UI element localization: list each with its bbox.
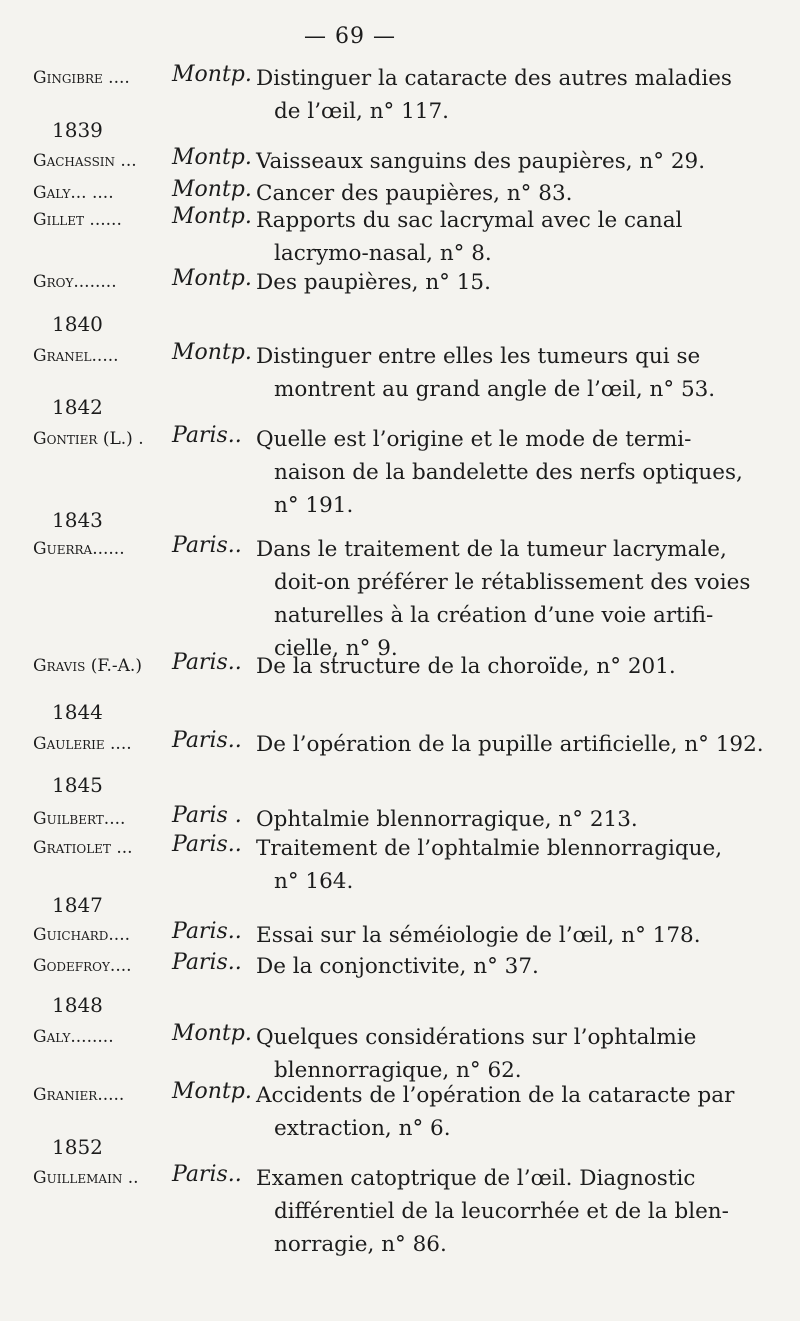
author-name: Gaulerie .... [33,734,132,754]
thesis-title-line: De la structure de la choroïde, n° 201. [256,654,676,679]
thesis-title-line: Vaisseaux sanguins des paupières, n° 29. [256,149,706,174]
thesis-title-line: norragie, n° 86. [274,1232,447,1257]
author-name: Gillet ...... [33,210,122,230]
thesis-title [256,266,676,299]
thesis-title [256,950,676,983]
thesis-title-line: naturelles à la création d’une voie artifi- [274,603,714,628]
thesis-title [256,832,723,898]
thesis-title-line: De l’opération de la pupille artificielle, n° 192. [256,732,764,757]
author-name: Groy........ [33,272,117,292]
faculty-city: Paris.. [172,533,242,558]
faculty-city: Montp. [172,266,252,291]
thesis-title-line: Accidents de l’opération de la cataracte par [256,1083,735,1108]
thesis-title [256,62,732,128]
author-name: Granier..... [33,1085,125,1105]
faculty-city: Montp. [172,145,252,170]
thesis-title-line: Dans le traitement de la tumeur lacrymale, [256,537,727,562]
thesis-title-line: extraction, n° 6. [274,1116,451,1141]
author-name: Galy... .... [33,183,114,203]
thesis-title [256,1162,729,1261]
author-name: Gravis (F.-A.) [33,656,142,676]
thesis-title-line: naison de la bandelette des nerfs optiques, [274,460,743,485]
thesis-title-line: Cancer des paupières, n° 83. [256,181,573,206]
faculty-city: Montp. [172,62,252,87]
author-name: Guillemain .. [33,1168,139,1188]
faculty-city: Montp. [172,204,252,229]
thesis-title-line: n° 191. [274,493,354,518]
year-heading: 1842 [52,395,103,419]
thesis-title-line: de l’œil, n° 117. [274,99,450,124]
thesis-title-line: Distinguer entre elles les tumeurs qui se [256,344,701,369]
author-name: Godefroy.... [33,956,132,976]
year-heading: 1848 [52,993,103,1017]
thesis-title-line: Quelle est l’origine et le mode de termi- [256,427,692,452]
author-name: Guichard.... [33,925,131,945]
author-name: Gingibre .... [33,68,130,88]
year-heading: 1840 [52,312,103,336]
faculty-city: Paris.. [172,423,242,448]
thesis-title-line: Essai sur la séméiologie de l’œil, n° 178. [256,923,701,948]
thesis-title-line: différentiel de la leucorrhée et de la blen- [274,1199,729,1224]
author-name: Galy........ [33,1027,114,1047]
faculty-city: Montp. [172,177,252,202]
faculty-city: Montp. [172,340,252,365]
author-name: Gratiolet ... [33,838,133,858]
faculty-city: Paris.. [172,1162,242,1187]
thesis-title-line: lacrymo-nasal, n° 8. [274,241,492,266]
faculty-city: Paris.. [172,832,242,857]
page-number: — 69 — [304,24,396,49]
thesis-title [256,204,683,270]
year-heading: 1844 [52,700,103,724]
thesis-title [256,423,743,522]
faculty-city: Paris.. [172,650,242,675]
thesis-title-line: Examen catoptrique de l’œil. Diagnostic [256,1166,696,1191]
thesis-title-line: Des paupières, n° 15. [256,270,491,295]
thesis-title-line: Distinguer la cataracte des autres maladies [256,66,732,91]
thesis-title-line: blennorragique, n° 62. [274,1058,522,1083]
thesis-title-line: Traitement de l’ophtalmie blennorragique, [256,836,723,861]
faculty-city: Montp. [172,1021,252,1046]
faculty-city: Montp. [172,1079,252,1104]
thesis-title-line: cielle, n° 9. [274,636,398,661]
thesis-title-line: montrent au grand angle de l’œil, n° 53. [274,377,716,402]
author-name: Guerra...... [33,539,125,559]
thesis-title-line: De la conjonctivite, n° 37. [256,954,539,979]
thesis-title [256,145,706,178]
thesis-title-line: doit-on préférer le rétablissement des voies [274,570,751,595]
thesis-title-line: Ophtalmie blennorragique, n° 213. [256,807,638,832]
author-name: Guilbert.... [33,809,126,829]
author-name: Granel..... [33,346,119,366]
thesis-title [256,1021,697,1087]
year-heading: 1852 [52,1135,103,1159]
thesis-title [256,533,751,665]
thesis-title [256,1079,735,1145]
year-heading: 1839 [52,118,103,142]
faculty-city: Paris.. [172,950,242,975]
year-heading: 1843 [52,508,103,532]
year-heading: 1847 [52,893,103,917]
thesis-title-line: Rapports du sac lacrymal avec le canal [256,208,683,233]
thesis-title-line: Quelques considérations sur l’ophtalmie [256,1025,697,1050]
author-name: Gontier (L.) . [33,429,144,449]
faculty-city: Paris.. [172,919,242,944]
year-heading: 1845 [52,773,103,797]
faculty-city: Paris . [172,803,242,828]
thesis-title [256,919,701,952]
faculty-city: Paris.. [172,728,242,753]
thesis-title [256,340,716,406]
thesis-title [256,650,676,683]
thesis-title-line: n° 164. [274,869,354,894]
thesis-title [256,728,764,761]
author-name: Gachassin ... [33,151,137,171]
